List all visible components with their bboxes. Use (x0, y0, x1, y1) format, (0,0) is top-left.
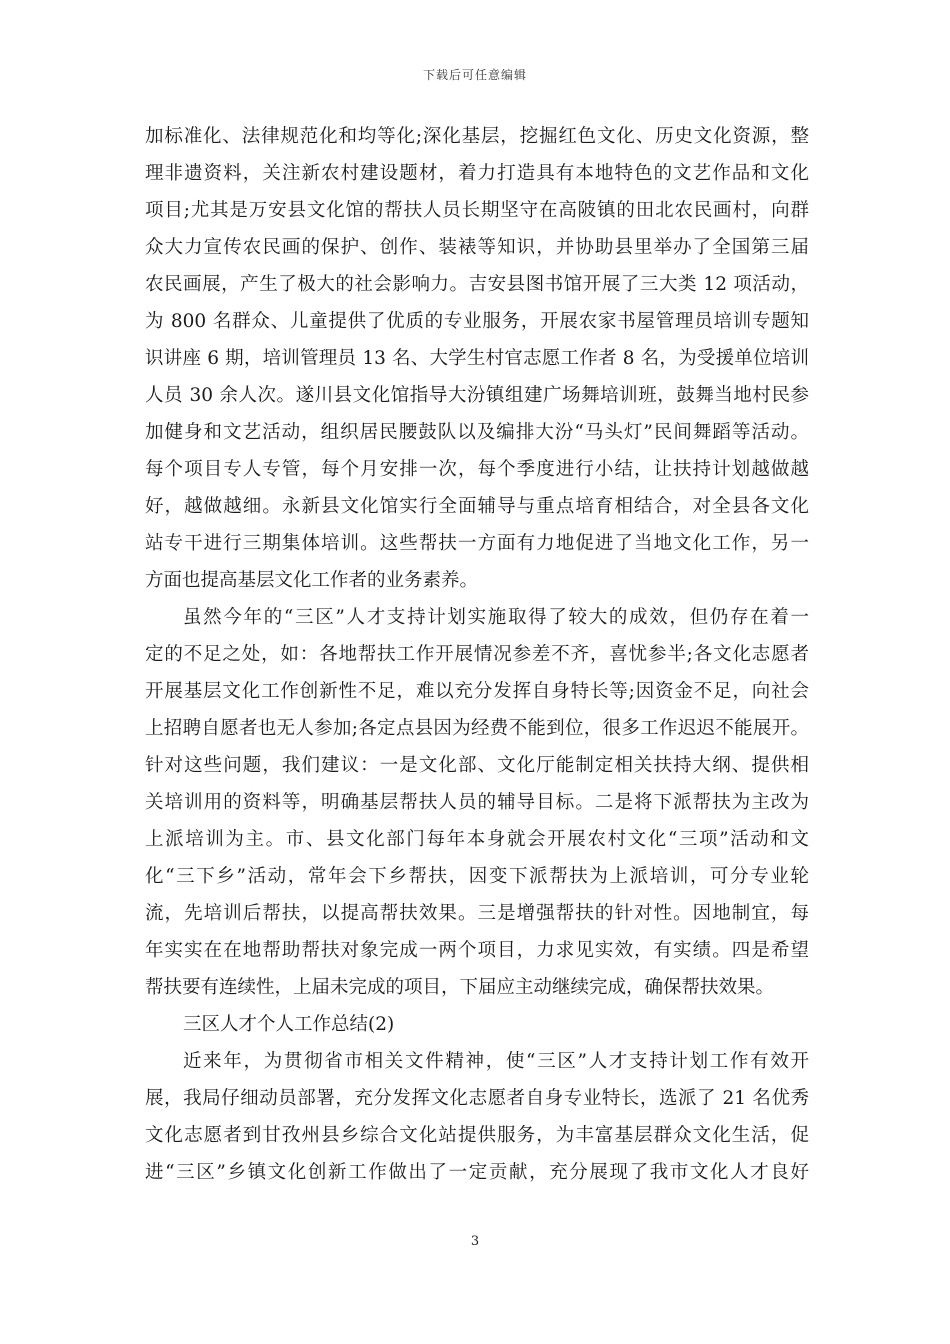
page-number: 3 (470, 1234, 480, 1249)
document-body (145, 118, 809, 1191)
text-line: 众大力宣传农民画的保护、创作、装裱等知识，并协助县里举办了全国第三届 (145, 237, 809, 258)
text-line: 每个项目专人专管，每个月安排一次，每个季度进行小结，让扶持计划越做越 (145, 459, 809, 480)
text-line: 流，先培训后帮扶，以提高帮扶效果。三是增强帮扶的针对性。因地制宜，每 (145, 903, 809, 924)
text-line: 方面也提高基层文化工作者的业务素养。 (145, 570, 479, 591)
text-line: 加健身和文艺活动，组织居民腰鼓队以及编排大汾“马头灯”民间舞蹈等活动。 (145, 422, 809, 443)
text-line: 定的不足之处，如：各地帮扶工作开展情况参差不齐，喜忧参半;各文化志愿者 (145, 644, 809, 665)
text-line: 关培训用的资料等，明确基层帮扶人员的辅导目标。二是将下派帮扶为主改为 (145, 792, 809, 813)
text-line: 帮扶要有连续性，上届未完成的项目，下届应主动继续完成，确保帮扶效果。 (145, 977, 775, 998)
text-line: 识讲座 6 期，培训管理员 13 名、大学生村官志愿工作者 8 名，为受援单位培训 (145, 348, 809, 369)
text-line: 展，我局仔细动员部署，充分发挥文化志愿者自身专业特长，选派了 21 名优秀 (145, 1088, 809, 1109)
text-line: 为 800 名群众、儿童提供了优质的专业服务，开展农家书屋管理员培训专题知 (145, 311, 809, 332)
text-line: 文化志愿者到甘孜州县乡综合文化站提供服务，为丰富基层群众文化生活，促 (145, 1125, 809, 1146)
text-line: 年实实在在地帮助帮扶对象完成一两个项目，力求见实效，有实绩。四是希望 (145, 940, 809, 961)
text-line: 虽然今年的“三区”人才支持计划实施取得了较大的成效，但仍存在着一 (183, 607, 809, 628)
text-line: 开展基层文化工作创新性不足，难以充分发挥自身特长等;因资金不足，向社会 (145, 681, 809, 702)
text-line: 农民画展，产生了极大的社会影响力。吉安县图书馆开展了三大类 12 项活动， (145, 274, 809, 295)
section-heading: 三区人才个人工作总结(2) (183, 1014, 395, 1035)
text-line: 化“三下乡”活动，常年会下乡帮扶，因变下派帮扶为上派培训，可分专业轮 (145, 866, 809, 887)
text-line: 进“三区”乡镇文化创新工作做出了一定贡献，充分展现了我市文化人才良好 (145, 1162, 809, 1183)
text-line: 近来年，为贯彻省市相关文件精神，使“三区”人才支持计划工作有效开 (183, 1051, 809, 1072)
text-line: 站专干进行三期集体培训。这些帮扶一方面有力地促进了当地文化工作，另一 (145, 533, 809, 554)
text-line: 上派培训为主。市、县文化部门每年本身就会开展农村文化“三项”活动和文 (145, 829, 809, 850)
text-line: 上招聘自愿者也无人参加;各定点县因为经费不能到位，很多工作迟迟不能展开。 (145, 718, 809, 739)
text-line: 好，越做越细。永新县文化馆实行全面辅导与重点培育相结合，对全县各文化 (145, 496, 809, 517)
text-line: 理非遗资料，关注新农村建设题材，着力打造具有本地特色的文艺作品和文化 (145, 163, 809, 184)
text-line: 人员 30 余人次。遂川县文化馆指导大汾镇组建广场舞培训班，鼓舞当地村民参 (145, 385, 809, 406)
text-line: 针对这些问题，我们建议：一是文化部、文化厅能制定相关扶持大纲、提供相 (145, 755, 809, 776)
page-header: 下载后可任意编辑 (422, 68, 527, 82)
text-line: 加标准化、法律规范化和均等化;深化基层，挖掘红色文化、历史文化资源，整 (145, 126, 809, 147)
text-line: 项目;尤其是万安县文化馆的帮扶人员长期坚守在高陂镇的田北农民画村，向群 (145, 200, 809, 221)
